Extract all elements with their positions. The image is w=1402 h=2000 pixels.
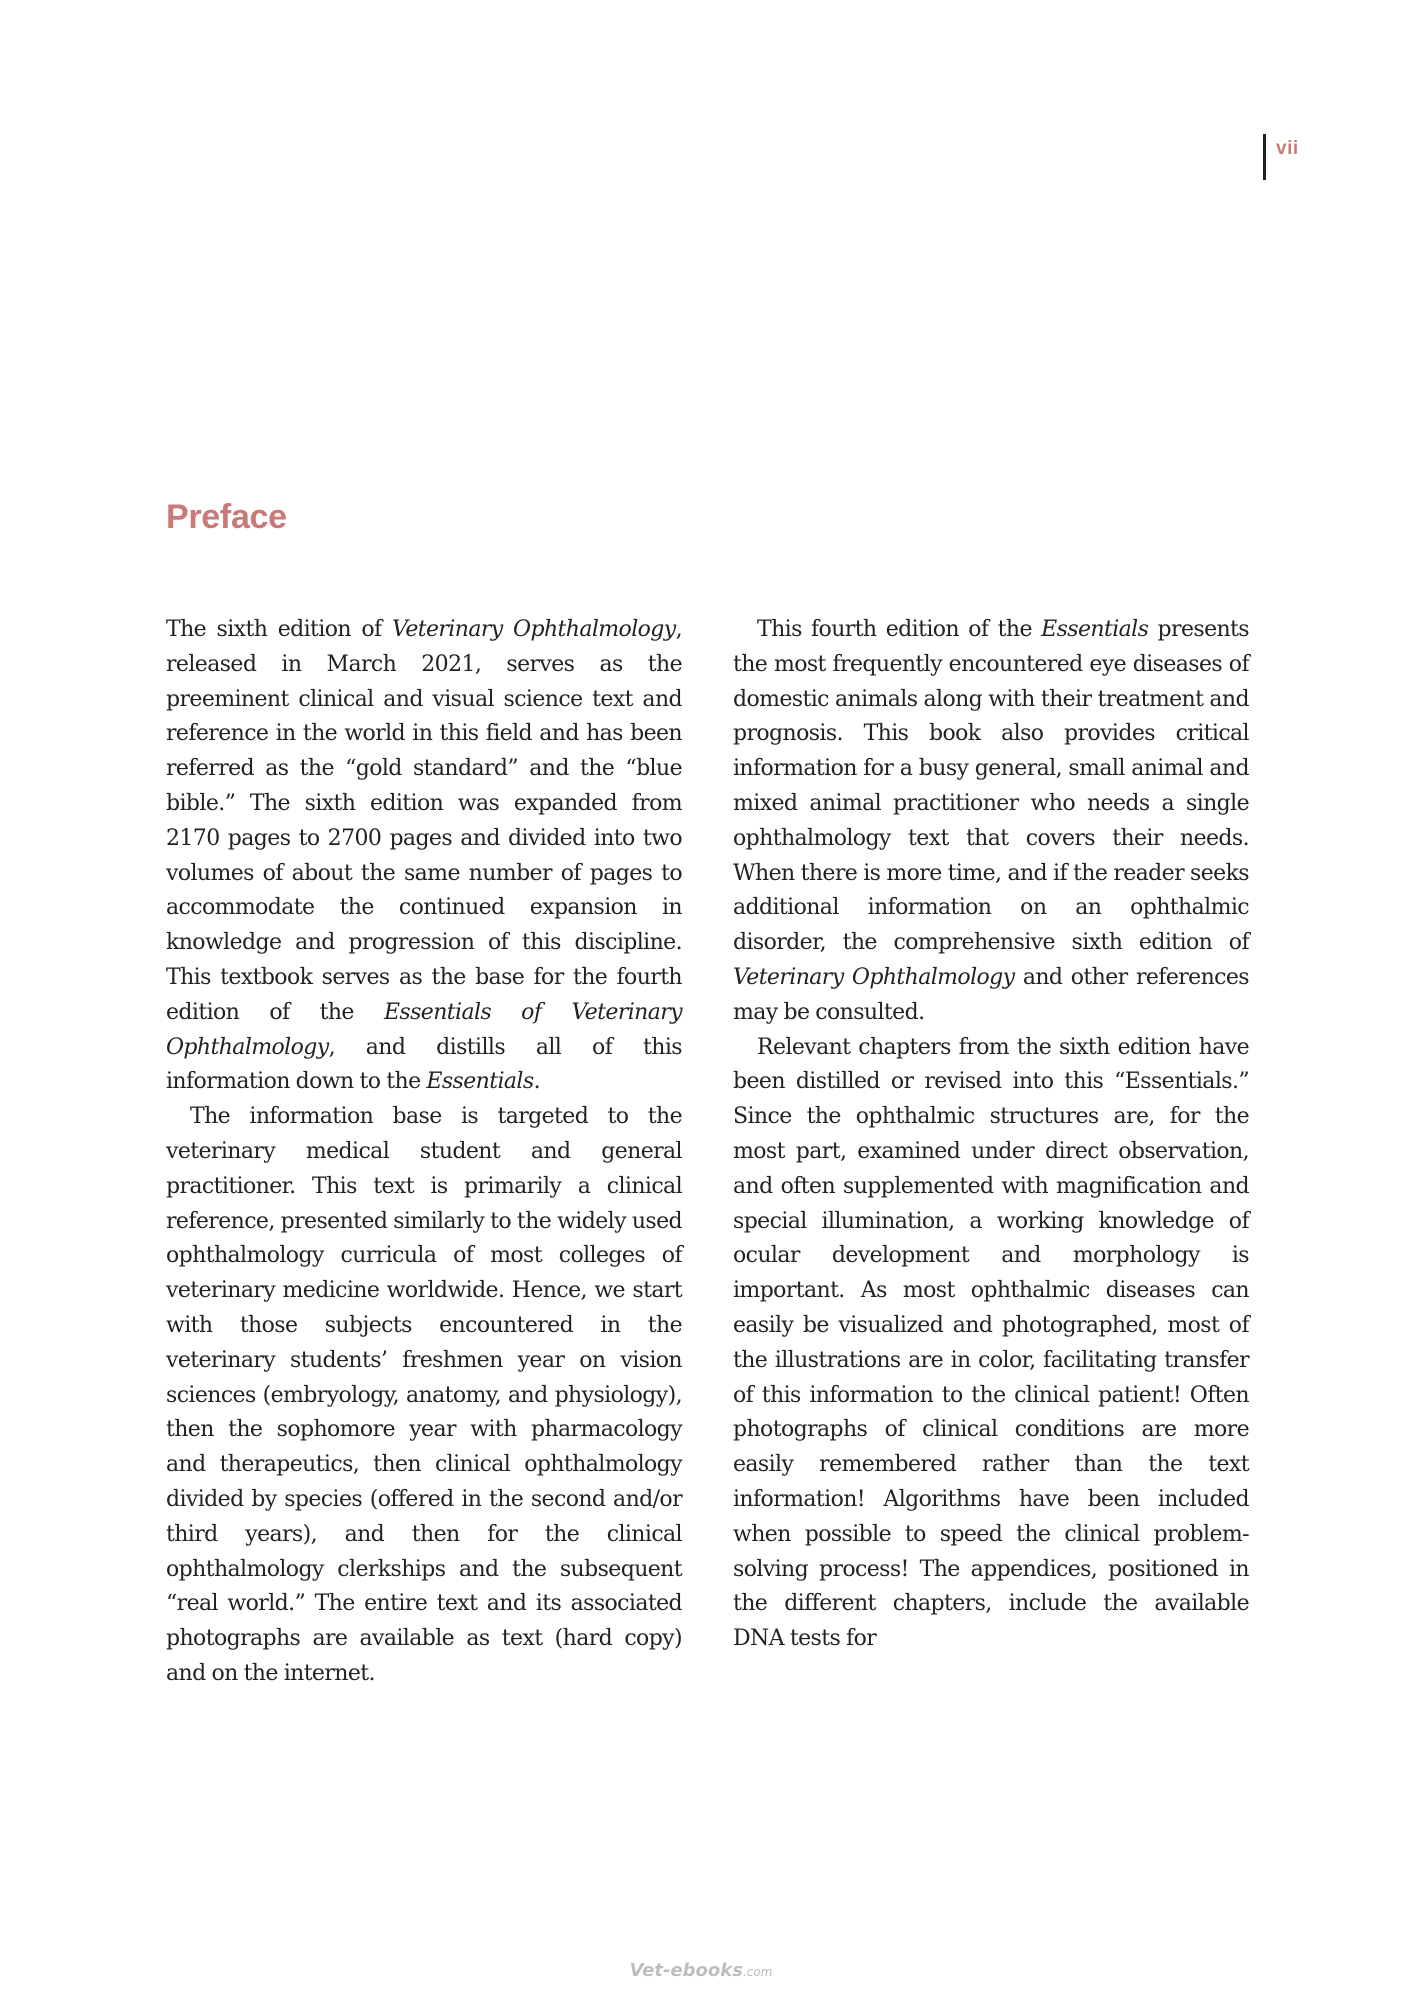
paragraph [733,613,1249,1031]
page-number: vii [1276,138,1299,159]
text-run: and other references may be consulted. [733,964,1249,1025]
text-run: . [533,1069,540,1095]
page-marker-rule [1263,134,1266,180]
watermark-logo [0,1960,1402,1981]
text-run: The information base is targeted to the veterinary medical student and general practitioner. This text is primarily a clinical reference, presented similarly to the widely used ophthalmology curricula of most colleges of veterinary medicine worldwide. Hence, we start with those subjects encountered in the veterinary students’ freshmen year on vision sciences (embryology, anatomy, and physiology), then the sophomore year with pharmacology and therapeutics, then clinical ophthalmology divided by species (offered in the second and/or third years), and then for the clinical ophthalmology clerkships and the subsequent “real world.” The entire text and its associated photographs are available as text (hard copy) and on the internet. [166,1104,682,1686]
left-column [166,613,682,1692]
text-run: Relevant chapters from the sixth edition have been distilled or revised into this “Essentials.” Since the ophthalmic structures are, for the most part, examined under direct observation, and often supplemented with magnification and special illumination, a working knowledge of ocular development and morphology is important. As most ophthalmic diseases can easily be visualized and photographed, most of the illustrations are in color, facilitating transfer of this information to the clinical patient! Often photographs of clinical conditions are more easily remembered rather than the text information! Algorithms have been included when possible to speed the clinical problem-solving process! The appendices, positioned in the different chapters, include the available DNA tests for [733,1034,1249,1652]
italic-text: Veterinary Ophthalmology [733,964,1015,990]
italic-text: Essentials [426,1069,534,1095]
watermark-logo-tld: .com [742,1965,773,1979]
italic-text: Essentials [1041,617,1149,642]
text-run: , released in March 2021, serves as the preeminent clinical and visual science text and reference in the world in this field and has been referred as the “gold standard” and the “blue bible.” The sixth edition was expanded from 2170 pages to 2700 pages and divided into two volumes of about the same number of pages to accommodate the continued expansion in knowledge and progression of this discipline. This textbook serves as the base for the fourth edition of the [166,617,682,1025]
text-run: , and distills all of this information down to the [166,1034,682,1095]
watermark-logo-text: Vet-ebooks [629,1960,743,1981]
text-run: The sixth edition of [166,617,393,642]
paragraph [166,1100,682,1692]
italic-text: Essentials of Veterinary Ophthalmology [166,999,682,1060]
text-run: presents the most frequently encountered eye diseases of domestic animals along with their treatment and prognosis. This book also provides critical information for a busy general, small animal and mixed animal practitioner who needs a single ophthalmology text that covers their needs. When there is more time, and if the reader seeks additional information on an ophthalmic disorder, the comprehensive sixth edition of [733,617,1249,956]
right-column [733,613,1249,1657]
italic-text: Veterinary Ophthalmology [392,617,676,642]
text-run: This fourth edition of the [757,617,1042,642]
paragraph [733,1031,1249,1657]
section-heading: Preface [166,498,287,536]
paragraph [166,613,682,1100]
